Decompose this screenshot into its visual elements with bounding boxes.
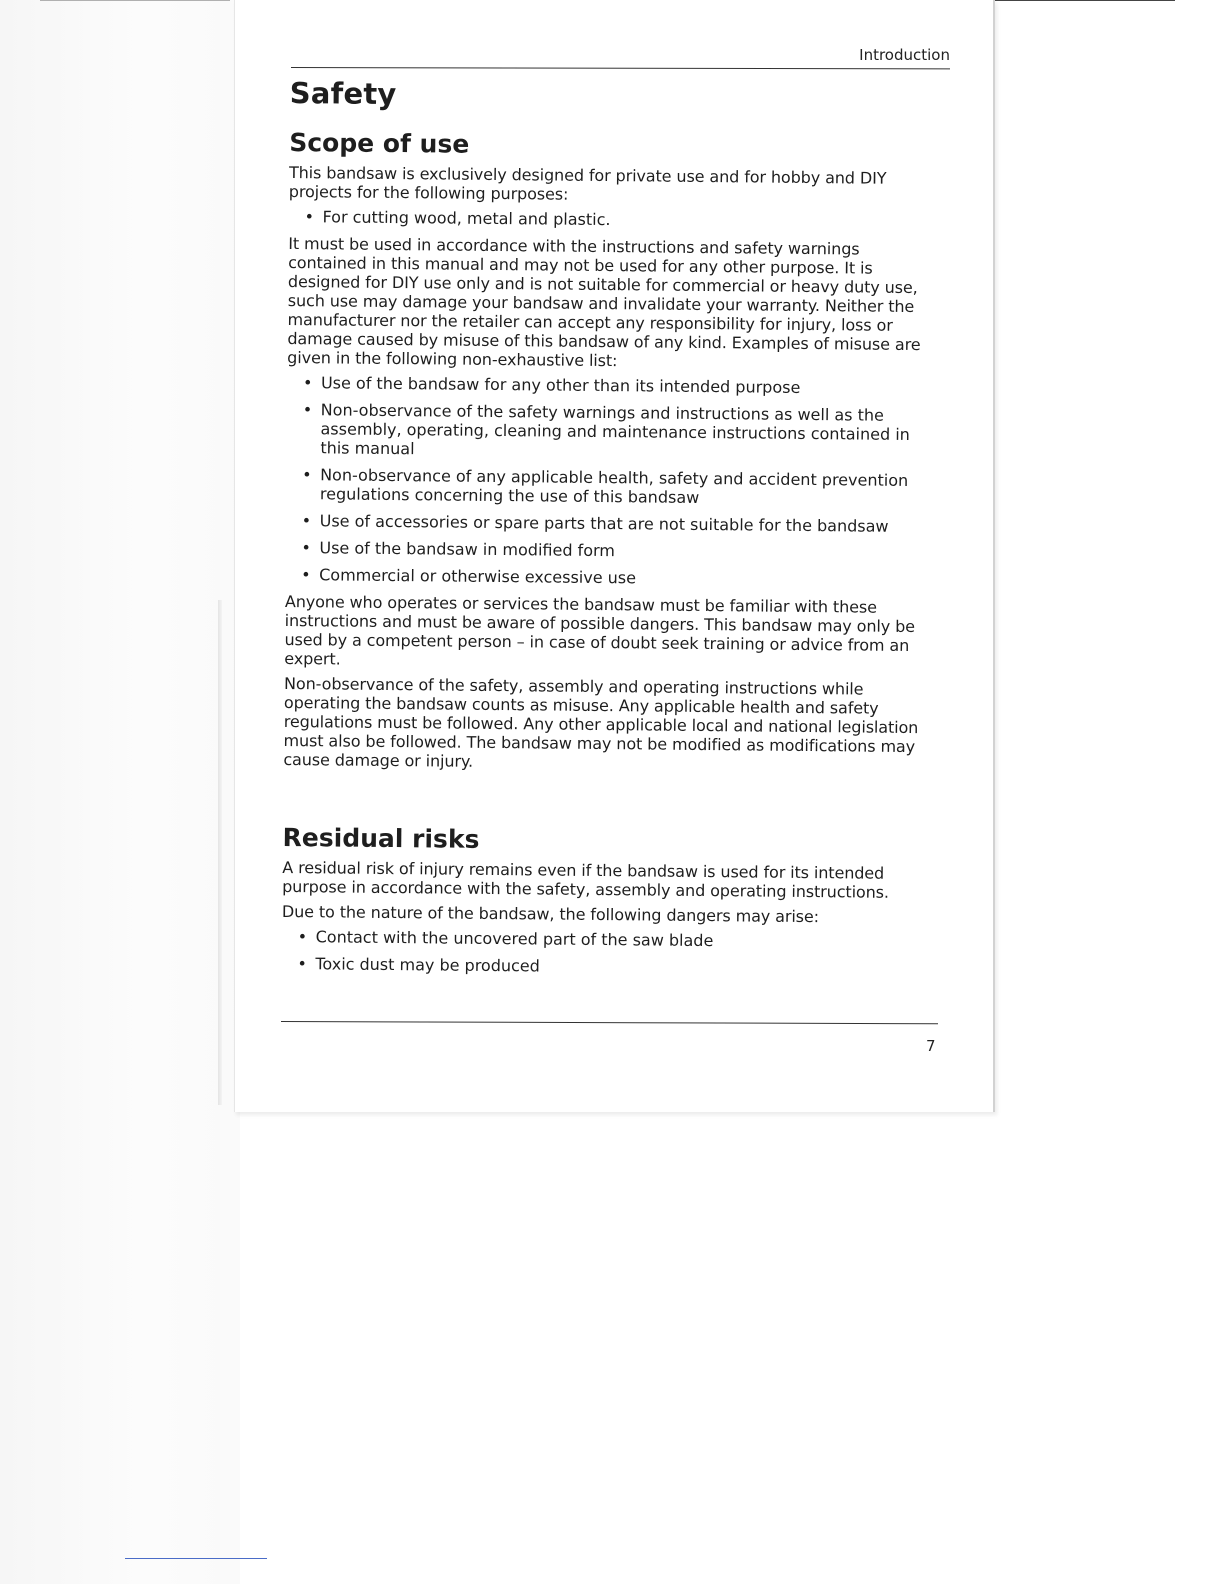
- page-number: 7: [926, 1037, 936, 1055]
- running-header: Introduction: [859, 46, 950, 64]
- operators-paragraph: Anyone who operates or services the bandsaw must be familiar with these instructions and must be aware of possible dangers. This bandsaw may only be used by a competent person – in case of doubt seek training or advice from an expert.: [284, 591, 916, 669]
- scan-edge-line: [995, 0, 1175, 1]
- scan-edge-line: [40, 0, 230, 1]
- list-item: [300, 465, 936, 509]
- bullet-icon: •: [302, 465, 312, 485]
- list-item-text: Non-observance of any applicable health, safety and accident prevention regulations concerning the use of this bandsaw: [319, 465, 909, 507]
- subsection-title-scope: Scope of use: [289, 127, 470, 159]
- misuse-list: [285, 373, 937, 590]
- list-item: [300, 511, 936, 536]
- residual-paragraph: A residual risk of injury remains even if the bandsaw is used for its intended purpose in accordance with the safety, assembly and operating instructions.: [282, 857, 890, 902]
- section-spacer: [283, 775, 933, 829]
- bullet-icon: •: [301, 565, 311, 585]
- bullet-icon: •: [297, 954, 307, 974]
- list-item-text: Toxic dust may be produced: [315, 954, 540, 976]
- list-item-text: Use of the bandsaw for any other than its intended purpose: [320, 373, 801, 397]
- page-content: [281, 70, 940, 987]
- purpose-list: [289, 207, 939, 232]
- scope-intro: This bandsaw is exclusively designed for private use and for hobby and DIY projects for the following purposes:: [288, 162, 887, 204]
- list-item: [299, 538, 935, 563]
- list-item-text: Non-observance of the safety warnings and instructions as well as the assembly, operating, cleaning and maintenance instructions contained in this manual: [320, 400, 910, 459]
- list-item-text: For cutting wood, metal and plastic.: [322, 207, 611, 230]
- scan-background-left: [0, 0, 240, 1584]
- subsection-title-residual: Residual risks: [282, 822, 480, 854]
- bullet-icon: •: [304, 207, 315, 227]
- scan-edge-line: [125, 1558, 267, 1559]
- page-binding-edge: [218, 600, 222, 1105]
- list-item: [300, 400, 937, 463]
- bullet-icon: •: [302, 373, 313, 393]
- list-item-text: Use of the bandsaw in modified form: [319, 538, 616, 561]
- list-item-text: Commercial or otherwise excessive use: [319, 565, 637, 588]
- nonobservance-paragraph: Non-observance of the safety, assembly and operating instructions while operating the bandsaw counts as misuse. Any applicable health and safety regulations must be followed. Any other applicable local and national legislation must also be followed. The bandsaw may not be modified as modifications may cause damage or injury.: [283, 673, 919, 771]
- list-item: [299, 565, 935, 590]
- dangers-intro: Due to the nature of the bandsaw, the following dangers may arise:: [281, 901, 820, 927]
- bullet-icon: •: [302, 400, 313, 420]
- bullet-icon: •: [301, 511, 312, 531]
- scope-paragraph: It must be used in accordance with the instructions and safety warnings contained in this manual and may not be used for any other purpose. It is designed for DIY use only and is not suitable for commercial or heavy duty use, such use may damage your bandsaw and invalidate your warranty. Neither the manufacturer nor the retailer can accept any responsibility for injury, loss or damage caused by misuse of this bandsaw of any kind. Examples of misuse are given in the following non-exhaustive list:: [287, 233, 921, 371]
- list-item: [295, 954, 931, 979]
- list-item: [296, 927, 932, 952]
- bullet-icon: •: [301, 538, 311, 558]
- list-item-text: Use of accessories or spare parts that are not suitable for the bandsaw: [319, 511, 889, 536]
- dangers-list: [281, 927, 931, 979]
- list-item: [303, 207, 939, 232]
- list-item: [301, 373, 937, 398]
- bullet-icon: •: [297, 927, 308, 947]
- list-item-text: Contact with the uncovered part of the saw blade: [315, 927, 714, 951]
- section-title: Safety: [289, 75, 397, 112]
